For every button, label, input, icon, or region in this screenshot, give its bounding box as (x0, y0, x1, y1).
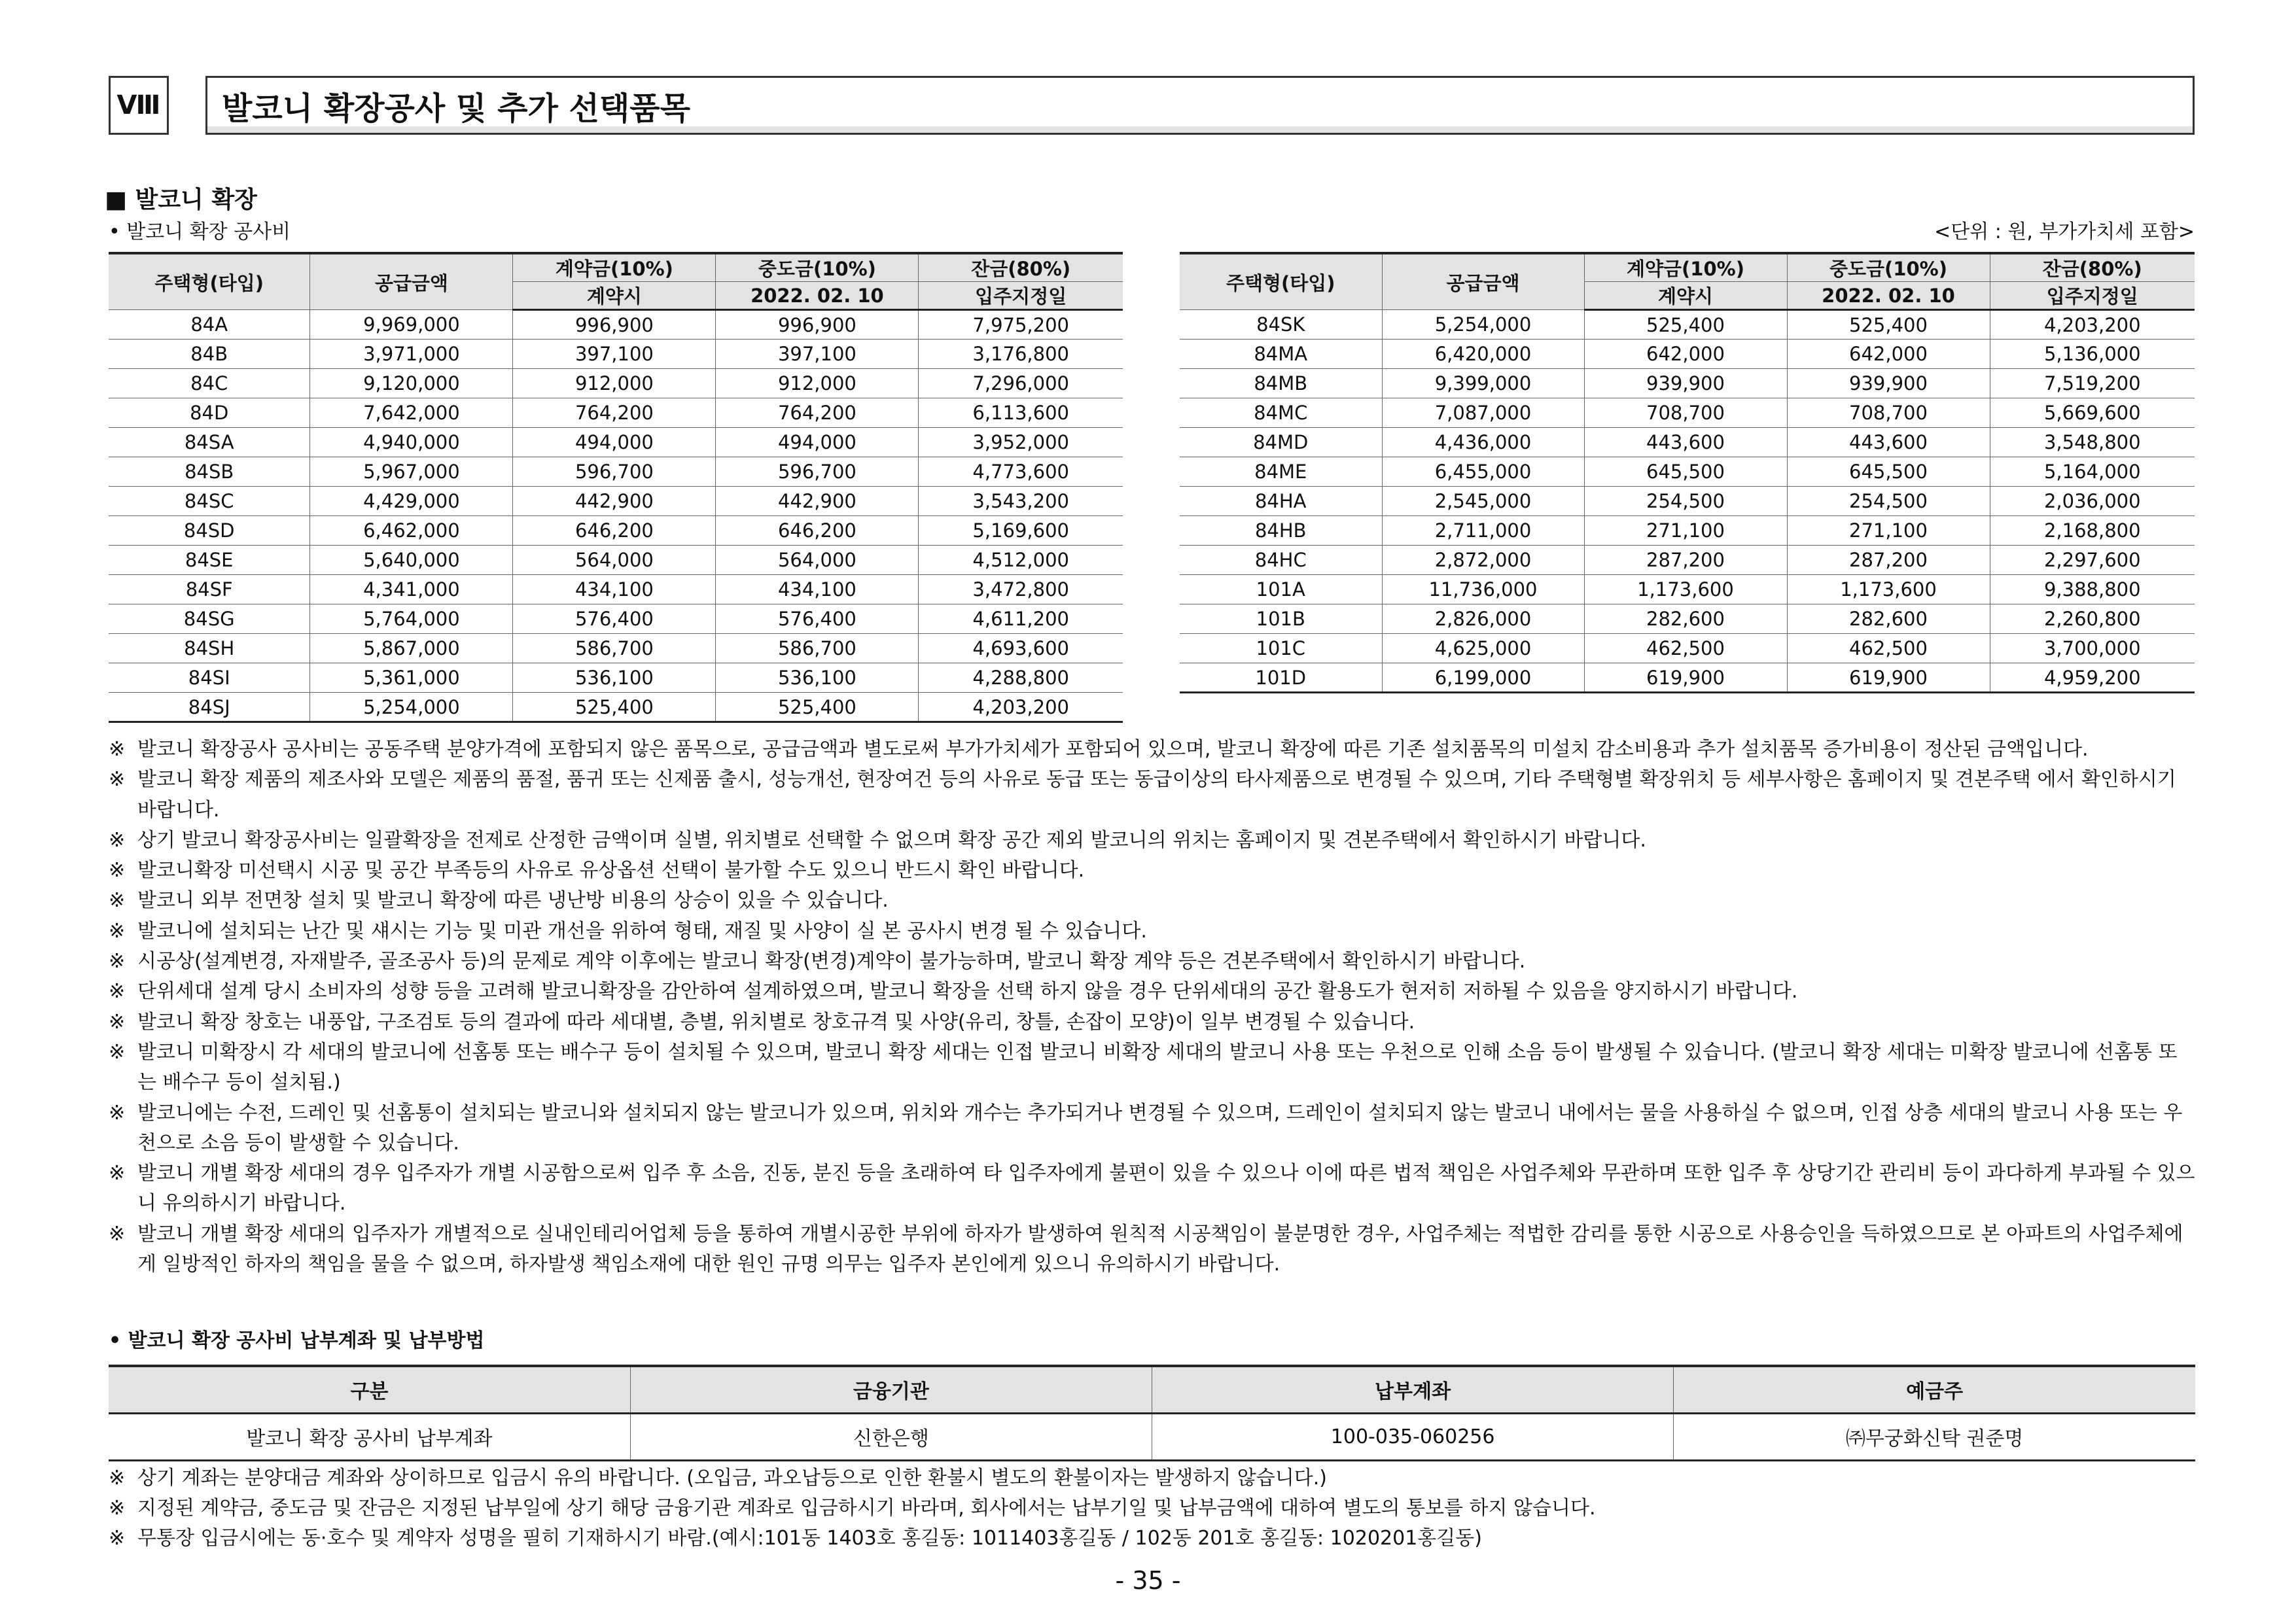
table-row (1180, 546, 2195, 575)
note-text: 발코니 미확장시 각 세대의 발코니에 선홈통 또는 배수구 등이 설치될 수 있으며, 발코니 확장 세대는 인접 발코니 비확장 세대의 발코니 사용 또는 우천으로 인해 소음 등이 발생될 수 있습니다. (발코니 확장 세대는 미확장 발코니에 선홈통 또는 배수구 등이 설치됨.) (137, 1040, 2178, 1094)
cell-deposit: 708,700 (1584, 398, 1787, 428)
note-item (109, 947, 2196, 977)
note-mark: ※ (109, 980, 126, 1003)
note-mark: ※ (109, 1162, 126, 1185)
price-table-left-body (109, 310, 1123, 722)
cell-type: 84SD (109, 516, 310, 546)
table-row (109, 398, 1123, 428)
cell-deposit: 443,600 (1584, 428, 1787, 457)
note-mark: ※ (109, 859, 126, 882)
cell-supply: 5,361,000 (310, 663, 513, 693)
payment-notes (109, 1463, 2196, 1554)
cell-balance: 2,297,600 (1990, 546, 2195, 575)
cell-supply: 5,254,000 (1382, 310, 1584, 340)
note-mark: ※ (109, 1010, 126, 1034)
cell-middle: 536,100 (716, 663, 919, 693)
cell-type: 101D (1180, 663, 1382, 693)
payment-header-category: 구분 (109, 1366, 630, 1413)
price-table-right (1180, 252, 2195, 693)
cell-deposit: 525,400 (1584, 310, 1787, 340)
table-row (109, 604, 1123, 634)
cell-deposit: 646,200 (513, 516, 716, 546)
note-mark: ※ (109, 1527, 126, 1550)
cell-middle: 462,500 (1787, 634, 1990, 663)
cell-middle: 645,500 (1787, 457, 1990, 487)
note-text: 발코니에 설치되는 난간 및 섀시는 기능 및 미관 개선을 위하여 형태, 재질 및 사양이 실 본 공사시 변경 될 수 있습니다. (137, 919, 1147, 943)
note-text: 발코니 개별 확장 세대의 입주자가 개별적으로 실내인테리어업체 등을 통하여 개별시공한 부위에 하자가 발생하여 원칙적 시공책임이 불분명한 경우, 사업주체는 적법한 감리를 통한 시공으로 사용승인을 득하였으므로 본 아파트의 사업주체에게 일방적인 하자의 책임을 물을 수 없으며, 하자발생 책임소재에 대한 원인 규명 의무는 입주자 본인에게 있으니 유의하시기 바랍니다. (137, 1222, 2183, 1276)
cell-supply: 6,462,000 (310, 516, 513, 546)
cell-balance: 4,773,600 (919, 457, 1123, 487)
table-row (1180, 398, 2195, 428)
note-mark: ※ (109, 1101, 126, 1125)
cell-deposit: 434,100 (513, 575, 716, 604)
note-text: 발코니 확장 창호는 내풍압, 구조검토 등의 결과에 따라 세대별, 층별, 위치별로 창호규격 및 사양(유리, 창틀, 손잡이 모양)이 일부 변경될 수 있습니다. (137, 1010, 1415, 1034)
cell-balance: 3,472,800 (919, 575, 1123, 604)
cell-deposit: 494,000 (513, 428, 716, 457)
cell-supply: 5,640,000 (310, 546, 513, 575)
cell-balance: 4,203,200 (919, 693, 1123, 722)
cell-type: 84HB (1180, 516, 1382, 546)
payment-header-bank: 금융기관 (630, 1366, 1152, 1413)
cell-middle: 708,700 (1787, 398, 1990, 428)
cell-type: 84SK (1180, 310, 1382, 340)
note-text: 발코니에는 수전, 드레인 및 선홈통이 설치되는 발코니와 설치되지 않는 발코니가 있으며, 위치와 개수는 추가되거나 변경될 수 있으며, 드레인이 설치되지 않는 발코니 내에서는 물을 사용하실 수 없으며, 인접 상층 세대의 발코니 사용 또는 우천으로 소음 등이 발생할 수 있습니다. (137, 1101, 2183, 1155)
cell-type: 84SJ (109, 693, 310, 722)
header-middle: 중도금(10%) (1787, 253, 1990, 282)
cell-type: 84SE (109, 546, 310, 575)
header-deposit-when: 계약시 (1584, 282, 1787, 310)
cell-balance: 4,288,800 (919, 663, 1123, 693)
cell-type: 84MC (1180, 398, 1382, 428)
cell-middle: 442,900 (716, 487, 919, 516)
cell-balance: 9,388,800 (1990, 575, 2195, 604)
cell-deposit: 564,000 (513, 546, 716, 575)
cell-type: 84B (109, 340, 310, 369)
cell-deposit: 596,700 (513, 457, 716, 487)
page-number: - 35 - (1115, 1566, 1181, 1595)
cell-type: 84MA (1180, 340, 1382, 369)
cell-supply: 2,545,000 (1382, 487, 1584, 516)
cell-balance: 3,548,800 (1990, 428, 2195, 457)
chapter-title: 발코니 확장공사 및 추가 선택품목 (205, 76, 2195, 135)
cell-deposit: 442,900 (513, 487, 716, 516)
header-balance-when: 입주지정일 (1990, 282, 2195, 310)
cell-type: 84A (109, 310, 310, 340)
cell-middle: 254,500 (1787, 487, 1990, 516)
payment-account-number: 100-035-060256 (1152, 1413, 1674, 1460)
note-mark: ※ (109, 950, 126, 973)
cell-balance: 3,700,000 (1990, 634, 2195, 663)
cell-balance: 4,693,600 (919, 634, 1123, 663)
cell-balance: 4,203,200 (1990, 310, 2195, 340)
cell-type: 84SA (109, 428, 310, 457)
cell-deposit: 645,500 (1584, 457, 1787, 487)
table-row (109, 487, 1123, 516)
cell-balance: 6,113,600 (919, 398, 1123, 428)
cell-middle: 525,400 (716, 693, 919, 722)
cell-type: 84MD (1180, 428, 1382, 457)
cell-supply: 6,199,000 (1382, 663, 1584, 693)
note-item (109, 886, 2196, 916)
table-row (109, 310, 1123, 340)
table-row (109, 575, 1123, 604)
cell-supply: 4,940,000 (310, 428, 513, 457)
table-row (1180, 604, 2195, 634)
cell-type: 84C (109, 369, 310, 398)
table-row (109, 634, 1123, 663)
cell-balance: 2,260,800 (1990, 604, 2195, 634)
note-item (109, 977, 2196, 1007)
cell-middle: 525,400 (1787, 310, 1990, 340)
table-row (1180, 634, 2195, 663)
unit-note: <단위 : 원, 부가가치세 포함> (1934, 220, 2195, 243)
cell-middle: 642,000 (1787, 340, 1990, 369)
header-middle-when: 2022. 02. 10 (716, 282, 919, 310)
cell-supply: 4,625,000 (1382, 634, 1584, 663)
section-title: ■ 발코니 확장 (105, 186, 257, 213)
cell-supply: 9,120,000 (310, 369, 513, 398)
cell-middle: 443,600 (1787, 428, 1990, 457)
payment-account-holder: ㈜무궁화신탁 권준명 (1674, 1413, 2195, 1460)
cell-deposit: 586,700 (513, 634, 716, 663)
cell-deposit: 996,900 (513, 310, 716, 340)
cell-deposit: 282,600 (1584, 604, 1787, 634)
note-mark: ※ (109, 919, 126, 943)
cell-balance: 3,176,800 (919, 340, 1123, 369)
cell-deposit: 1,173,600 (1584, 575, 1787, 604)
header-balance: 잔금(80%) (919, 253, 1123, 282)
cell-deposit: 912,000 (513, 369, 716, 398)
note-text: 발코니 확장 제품의 제조사와 모델은 제품의 품절, 품귀 또는 신제품 출시, 성능개선, 현장여건 등의 사유로 동급 또는 동급이상의 타사제품으로 변경될 수 있으며, 기타 주택형별 확장위치 등 세부사항은 홈페이지 및 견본주택 에서 확인하시기 바랍니다. (137, 768, 2176, 822)
cell-supply: 7,087,000 (1382, 398, 1584, 428)
note-item (109, 1524, 2196, 1554)
header-middle: 중도금(10%) (716, 253, 919, 282)
note-text: 발코니확장 미선택시 시공 및 공간 부족등의 사유로 유상옵션 선택이 불가할 수도 있으니 반드시 확인 바랍니다. (137, 859, 1085, 882)
table-row (109, 457, 1123, 487)
cell-balance: 2,036,000 (1990, 487, 2195, 516)
cell-supply: 11,736,000 (1382, 575, 1584, 604)
cell-balance: 7,296,000 (919, 369, 1123, 398)
cell-middle: 282,600 (1787, 604, 1990, 634)
cell-middle: 397,100 (716, 340, 919, 369)
cell-type: 84HA (1180, 487, 1382, 516)
cell-balance: 4,611,200 (919, 604, 1123, 634)
cell-type: 84SI (109, 663, 310, 693)
cell-deposit: 764,200 (513, 398, 716, 428)
cell-deposit: 642,000 (1584, 340, 1787, 369)
cell-deposit: 536,100 (513, 663, 716, 693)
payment-bank: 신한은행 (630, 1413, 1152, 1460)
price-table-right-body (1180, 310, 2195, 693)
table-row (109, 1413, 2195, 1460)
cell-type: 84HC (1180, 546, 1382, 575)
payment-header-holder: 예금주 (1674, 1366, 2195, 1413)
cell-type: 84D (109, 398, 310, 428)
cell-type: 84SG (109, 604, 310, 634)
note-item (109, 1098, 2196, 1159)
note-text: 발코니 확장공사 공사비는 공동주택 분양가격에 포함되지 않은 품목으로, 공급금액과 별도로써 부가가치세가 포함되어 있으며, 발코니 확장에 따른 기존 설치품목의 미설치 감소비용과 추가 설치품목 증가비용이 정산된 금액입니다. (137, 738, 2089, 761)
cell-supply: 9,399,000 (1382, 369, 1584, 398)
cell-middle: 912,000 (716, 369, 919, 398)
cell-middle: 287,200 (1787, 546, 1990, 575)
cell-deposit: 462,500 (1584, 634, 1787, 663)
cell-middle: 596,700 (716, 457, 919, 487)
note-mark: ※ (109, 1040, 126, 1064)
note-mark: ※ (109, 1222, 126, 1246)
header-balance-when: 입주지정일 (919, 282, 1123, 310)
note-text: 상기 발코니 확장공사비는 일괄확장을 전제로 산정한 금액이며 실별, 위치별로 선택할 수 없으며 확장 공간 제외 발코니의 위치는 홈페이지 및 견본주택에서 확인하시기 바랍니다. (137, 828, 1646, 852)
cell-middle: 996,900 (716, 310, 919, 340)
cell-supply: 2,711,000 (1382, 516, 1584, 546)
cell-middle: 494,000 (716, 428, 919, 457)
table-row (1180, 369, 2195, 398)
note-mark: ※ (109, 738, 126, 761)
cell-middle: 576,400 (716, 604, 919, 634)
cell-type: 84MB (1180, 369, 1382, 398)
cell-type: 84SH (109, 634, 310, 663)
cell-balance: 3,543,200 (919, 487, 1123, 516)
header-deposit: 계약금(10%) (513, 253, 716, 282)
cell-supply: 4,341,000 (310, 575, 513, 604)
note-item (109, 1038, 2196, 1098)
note-mark: ※ (109, 828, 126, 852)
note-text: 발코니 개별 확장 세대의 경우 입주자가 개별 시공함으로써 입주 후 소음, 진동, 분진 등을 초래하여 타 입주자에게 불편이 있을 수 있으나 이에 따른 법적 책임은 사업주체와 무관하며 또한 입주 후 상당기간 관리비 등이 과다하게 부과될 수 있으니 유의하시기 바랍니다. (137, 1162, 2195, 1215)
header-type: 주택형(타입) (109, 253, 310, 310)
cell-deposit: 576,400 (513, 604, 716, 634)
table-row (1180, 340, 2195, 369)
cell-type: 101B (1180, 604, 1382, 634)
chapter-number: Ⅷ (109, 76, 169, 135)
header-deposit-when: 계약시 (513, 282, 716, 310)
cell-deposit: 271,100 (1584, 516, 1787, 546)
note-text: 단위세대 설계 당시 소비자의 성향 등을 고려해 발코니확장을 감안하여 설계하였으며, 발코니 확장을 선택 하지 않을 경우 단위세대의 공간 활용도가 현저히 저하될 수 있음을 양지하시기 바랍니다. (137, 980, 1798, 1003)
balcony-notes (109, 735, 2196, 1280)
note-item (109, 765, 2196, 826)
payment-category: 발코니 확장 공사비 납부계좌 (109, 1413, 630, 1460)
cell-balance: 2,168,800 (1990, 516, 2195, 546)
table-row (109, 428, 1123, 457)
cell-type: 84ME (1180, 457, 1382, 487)
cell-type: 101C (1180, 634, 1382, 663)
cell-supply: 4,429,000 (310, 487, 513, 516)
cell-balance: 5,169,600 (919, 516, 1123, 546)
cell-supply: 5,867,000 (310, 634, 513, 663)
note-item (109, 735, 2196, 765)
table-row (1180, 663, 2195, 693)
table-row (109, 340, 1123, 369)
table-row (109, 693, 1123, 722)
header-type: 주택형(타입) (1180, 253, 1382, 310)
cell-supply: 7,642,000 (310, 398, 513, 428)
cell-middle: 939,900 (1787, 369, 1990, 398)
cell-supply: 2,826,000 (1382, 604, 1584, 634)
cell-balance: 3,952,000 (919, 428, 1123, 457)
cell-balance: 4,512,000 (919, 546, 1123, 575)
table-row (1180, 428, 2195, 457)
table-row (1180, 457, 2195, 487)
cell-balance: 7,975,200 (919, 310, 1123, 340)
cell-deposit: 254,500 (1584, 487, 1787, 516)
payment-subtitle: • 발코니 확장 공사비 납부계좌 및 납부방법 (109, 1329, 485, 1352)
cell-supply: 2,872,000 (1382, 546, 1584, 575)
table-row (1180, 487, 2195, 516)
cell-supply: 6,420,000 (1382, 340, 1584, 369)
note-item (109, 1463, 2196, 1493)
cell-deposit: 619,900 (1584, 663, 1787, 693)
table-row (1180, 516, 2195, 546)
cell-middle: 1,173,600 (1787, 575, 1990, 604)
cell-supply: 6,455,000 (1382, 457, 1584, 487)
cell-supply: 4,436,000 (1382, 428, 1584, 457)
cell-balance: 4,959,200 (1990, 663, 2195, 693)
header-supply: 공급금액 (1382, 253, 1584, 310)
cell-balance: 5,164,000 (1990, 457, 2195, 487)
cell-deposit: 397,100 (513, 340, 716, 369)
header-balance: 잔금(80%) (1990, 253, 2195, 282)
note-item (109, 856, 2196, 886)
section-subtitle: • 발코니 확장 공사비 (109, 220, 291, 243)
cell-supply: 5,764,000 (310, 604, 513, 634)
table-row (1180, 575, 2195, 604)
cell-middle: 586,700 (716, 634, 919, 663)
note-mark: ※ (109, 768, 126, 792)
cell-type: 84SF (109, 575, 310, 604)
note-item (109, 1007, 2196, 1038)
cell-middle: 271,100 (1787, 516, 1990, 546)
header-middle-when: 2022. 02. 10 (1787, 282, 1990, 310)
note-text: 시공상(설계변경, 자재발주, 골조공사 등)의 문제로 계약 이후에는 발코니 확장(변경)계약이 불가능하며, 발코니 확장 계약 등은 견본주택에서 확인하시기 바랍니다. (137, 950, 1526, 973)
cell-type: 84SB (109, 457, 310, 487)
note-item (109, 916, 2196, 947)
table-row (109, 369, 1123, 398)
cell-middle: 619,900 (1787, 663, 1990, 693)
note-text: 무통장 입금시에는 동·호수 및 계약자 성명을 필히 기재하시기 바람.(예시:101동 1403호 홍길동: 1011403홍길동 / 102동 201호 홍길동: 1020201홍길동) (137, 1527, 1482, 1550)
note-item (109, 1493, 2196, 1524)
cell-middle: 564,000 (716, 546, 919, 575)
chapter-header (109, 76, 2195, 135)
cell-balance: 5,669,600 (1990, 398, 2195, 428)
table-row (109, 516, 1123, 546)
note-item (109, 1159, 2196, 1219)
price-table-left (109, 252, 1123, 723)
header-supply: 공급금액 (310, 253, 513, 310)
cell-balance: 5,136,000 (1990, 340, 2195, 369)
cell-deposit: 287,200 (1584, 546, 1787, 575)
note-item (109, 1219, 2196, 1280)
cell-type: 84SC (109, 487, 310, 516)
note-mark: ※ (109, 1467, 126, 1490)
cell-middle: 646,200 (716, 516, 919, 546)
header-deposit: 계약금(10%) (1584, 253, 1787, 282)
note-text: 상기 계좌는 분양대금 계좌와 상이하므로 입금시 유의 바랍니다. (오입금, 과오납등으로 인한 환불시 별도의 환불이자는 발생하지 않습니다.) (137, 1467, 1327, 1490)
cell-supply: 3,971,000 (310, 340, 513, 369)
table-row (109, 663, 1123, 693)
note-mark: ※ (109, 889, 126, 913)
cell-middle: 764,200 (716, 398, 919, 428)
payment-header-account: 납부계좌 (1152, 1366, 1674, 1413)
cell-type: 101A (1180, 575, 1382, 604)
cell-deposit: 939,900 (1584, 369, 1787, 398)
note-text: 지정된 계약금, 중도금 및 잔금은 지정된 납부일에 상기 해당 금융기관 계좌로 입금하시기 바라며, 회사에서는 납부기일 및 납부금액에 대하여 별도의 통보를 하지 않습니다. (137, 1497, 1596, 1520)
cell-supply: 5,967,000 (310, 457, 513, 487)
table-row (109, 546, 1123, 575)
cell-supply: 5,254,000 (310, 693, 513, 722)
payment-account-table (109, 1365, 2195, 1461)
note-text: 발코니 외부 전면창 설치 및 발코니 확장에 따른 냉난방 비용의 상승이 있을 수 있습니다. (137, 889, 889, 913)
cell-balance: 7,519,200 (1990, 369, 2195, 398)
cell-middle: 434,100 (716, 575, 919, 604)
note-mark: ※ (109, 1497, 126, 1520)
cell-supply: 9,969,000 (310, 310, 513, 340)
cell-deposit: 525,400 (513, 693, 716, 722)
note-item (109, 826, 2196, 856)
table-row (1180, 310, 2195, 340)
